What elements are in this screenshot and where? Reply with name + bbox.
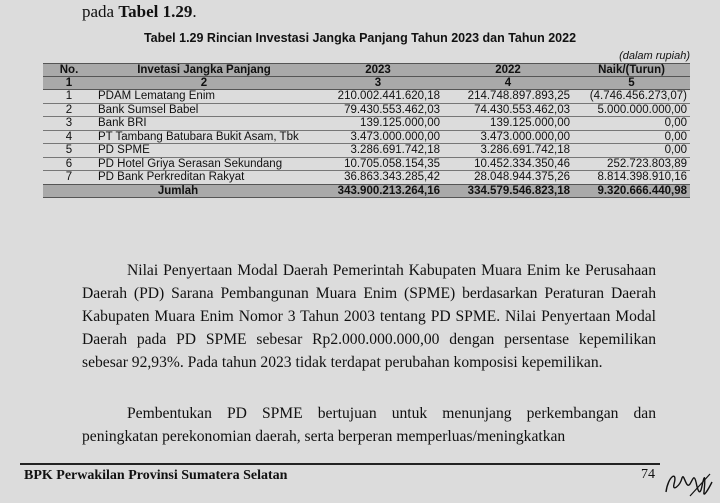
- table-row: [43, 144, 690, 158]
- header-2023: 2023: [313, 64, 443, 77]
- row-no: 4: [65, 130, 73, 143]
- row-2023: 3.286.691.742,18: [350, 144, 440, 156]
- row-2022: 3.286.691.742,18: [480, 144, 570, 156]
- table-row: [43, 171, 690, 185]
- paragraph-text: Pembentukan PD SPME bertujuan untuk menunjang perkembangan dan peningkatan perekonomian daerah, serta berperan memperluas/meningkatkan: [82, 405, 656, 445]
- header-2022: 2022: [443, 64, 573, 77]
- table-column-number-row: [43, 77, 690, 90]
- row-name: PT Tambang Batubara Bukit Asam, Tbk: [98, 130, 299, 143]
- row-change: 5.000.000.000,00: [597, 103, 687, 116]
- header-no: No.: [43, 64, 95, 77]
- col-number: 4: [443, 77, 573, 90]
- row-2023: 210.002.441.620,18: [337, 90, 440, 102]
- table-total-row: [43, 184, 690, 198]
- table-reference: Tabel 1.29: [118, 2, 193, 21]
- col-number: 3: [313, 77, 443, 90]
- table-row: [43, 130, 690, 144]
- total-label: Jumlah: [43, 184, 313, 198]
- row-name: PD Bank Perkreditan Rakyat: [98, 171, 245, 183]
- intro-suffix: .: [192, 2, 197, 21]
- row-name: PD SPME: [98, 144, 150, 156]
- table-row: [43, 90, 690, 104]
- row-2023: 139.125.000,00: [360, 117, 440, 129]
- paragraph-spme-purpose: [82, 402, 656, 448]
- total-2023: 343.900.213.264,16: [313, 184, 443, 198]
- signature-initials-icon: [660, 462, 714, 502]
- row-2022: 3.473.000.000,00: [480, 130, 570, 143]
- intro-line: [82, 2, 197, 22]
- row-change: (4.746.456.273,07): [589, 90, 687, 102]
- paragraph-text: Nilai Penyertaan Modal Daerah Pemerintah Kabupaten Muara Enim ke Perusahaan Daerah (PD) Sarana Pembangunan Muara Enim (SPME) berdasarkan Peraturan Daerah Kabupaten Muara Enim Nomor 3 Tahun 2003 tentang PD SPME. Nilai Penyertaan Modal Daerah pada PD SPME sebesar Rp2.000.000.000,00 dengan persentase kepemilikan sebesar 92,93%. Pada tahun 2023 tidak terdapat perubahan komposisi kepemilikan.: [82, 262, 656, 371]
- row-change: 0,00: [664, 144, 687, 156]
- row-2022: 74.430.553.462,03: [474, 103, 570, 116]
- table-row: [43, 117, 690, 131]
- col-number: 1: [43, 77, 95, 90]
- unit-note: (dalam rupiah): [619, 50, 690, 62]
- row-name: PDAM Lematang Enim: [98, 90, 215, 102]
- row-no: 5: [65, 144, 73, 156]
- intro-prefix: pada: [82, 2, 115, 21]
- paragraph-spme-capital: [82, 259, 656, 374]
- header-change: Naik/(Turun): [573, 64, 690, 77]
- row-name: Bank Sumsel Babel: [98, 103, 199, 116]
- table-row: [43, 103, 690, 117]
- row-2022: 28.048.944.375,26: [474, 171, 570, 183]
- total-2022: 334.579.546.823,18: [443, 184, 573, 198]
- page-number: 74: [641, 467, 655, 482]
- table-title: Tabel 1.29 Rincian Investasi Jangka Panjang Tahun 2023 dan Tahun 2022: [143, 31, 577, 45]
- row-change: 0,00: [664, 117, 687, 129]
- header-name: Invetasi Jangka Panjang: [95, 64, 313, 77]
- row-2022: 214.748.897.893,25: [467, 90, 570, 102]
- row-no: 3: [65, 117, 73, 129]
- row-name: Bank BRI: [98, 117, 147, 129]
- row-2022: 139.125.000,00: [490, 117, 570, 129]
- col-number: 5: [573, 77, 690, 90]
- row-no: 7: [65, 171, 73, 183]
- row-no: 6: [65, 157, 73, 170]
- row-name: PD Hotel Griya Serasan Sekundang: [98, 157, 283, 170]
- table-row: [43, 157, 690, 171]
- investment-table: [43, 63, 690, 198]
- row-change: 252.723.803,89: [607, 157, 687, 170]
- row-2023: 10.705.058.154,35: [344, 157, 440, 170]
- footer-organization: BPK Perwakilan Provinsi Sumatera Selatan: [24, 468, 288, 483]
- row-2022: 10.452.334.350,46: [474, 157, 570, 170]
- row-no: 1: [65, 90, 73, 102]
- row-change: 0,00: [664, 130, 687, 143]
- row-2023: 3.473.000.000,00: [350, 130, 440, 143]
- row-2023: 36.863.343.285,42: [344, 171, 440, 183]
- footer-divider: [20, 463, 660, 465]
- total-change: 9.320.666.440,98: [573, 184, 690, 198]
- col-number: 2: [95, 77, 313, 90]
- row-change: 8.814.398.910,16: [597, 171, 687, 183]
- row-2023: 79.430.553.462,03: [344, 103, 440, 116]
- row-no: 2: [65, 103, 73, 116]
- table-header-row: [43, 64, 690, 77]
